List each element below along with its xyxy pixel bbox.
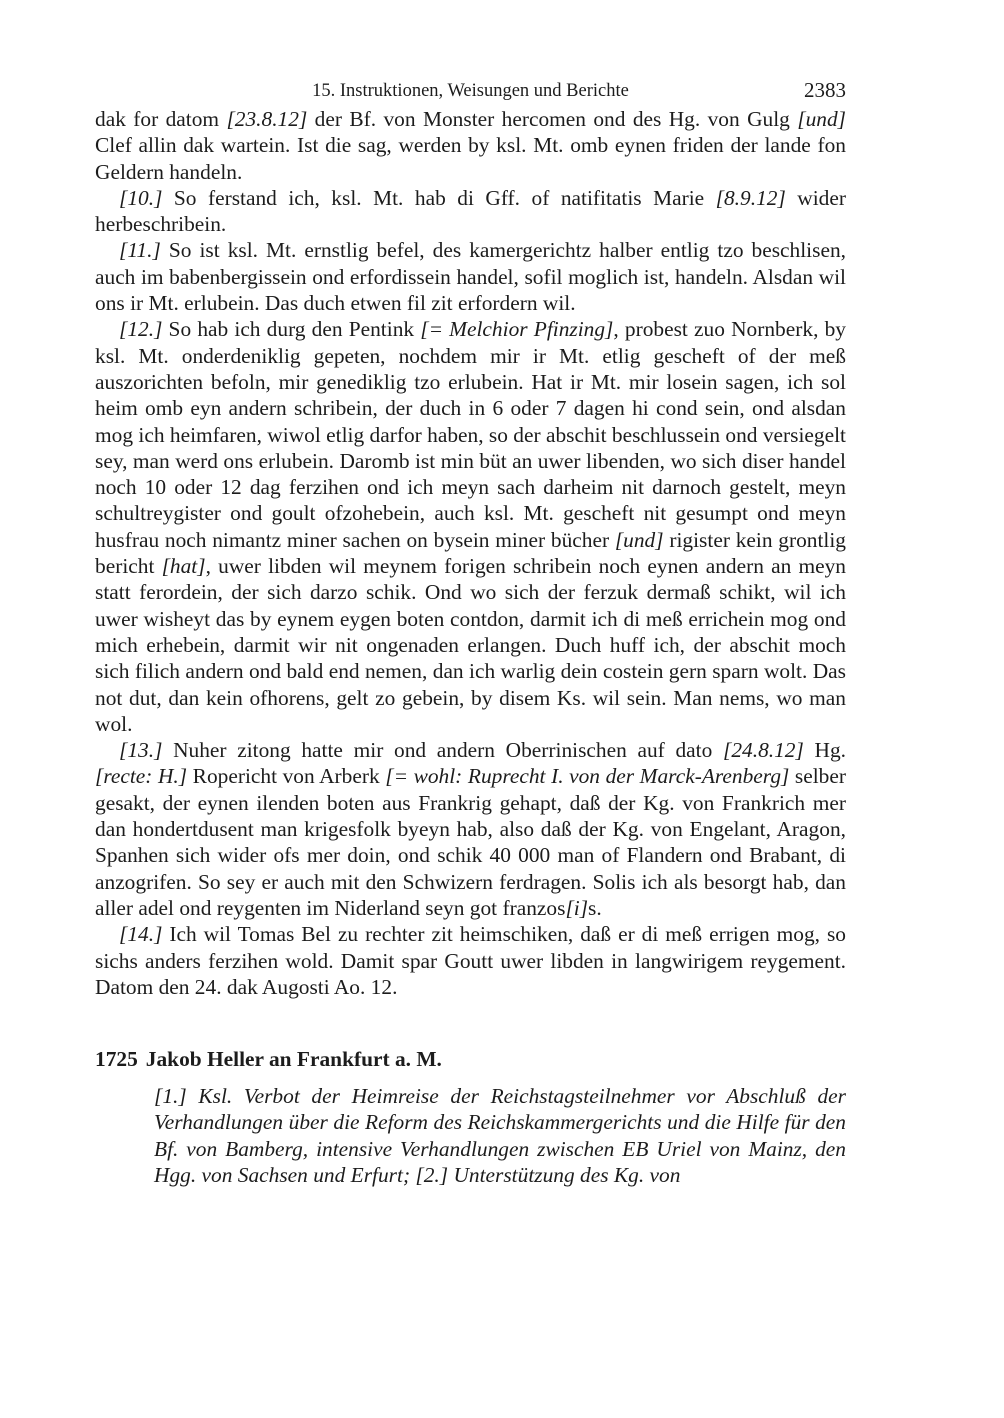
- paragraph-text: So ist ksl. Mt. ernstlig befel, des kamergerichtz halber entlig tzo beschlisen, auch im babenbergissein ond erfordissein handel, sofil moglich ist, handeln. Alsdan wil ons ir Mt. erlubein. Das duch etwen fil zit erfordern wil.: [95, 238, 846, 316]
- running-head: [95, 78, 846, 108]
- document-heading: [95, 1046, 846, 1072]
- body-paragraph: [95, 921, 846, 1000]
- paragraph-text: der Bf. von Monster hercomen ond des Hg. von Gulg: [307, 107, 798, 131]
- paragraph-text: s.: [588, 895, 602, 920]
- body-paragraph: [95, 316, 846, 737]
- body-paragraph: [95, 106, 846, 185]
- paragraph-text: rigister kein grontlig bericht: [95, 527, 847, 579]
- paragraph-text: Ropericht von Arberk: [187, 764, 386, 789]
- paragraph-text: wider herbeschribein.: [95, 185, 846, 237]
- editorial-note: [und]: [614, 527, 664, 552]
- page-number: 2383: [804, 78, 846, 102]
- paragraph-text: Ich wil Tomas Bel zu rechter zit heimschiken, daß er di meß errigen mog, so sichs anders ferzihen wold. Damit spar Goutt uwer libden in langwirigem reygement. Datom den 24. dak Augosti Ao. 12.: [95, 922, 846, 999]
- document-number: 1725: [95, 1047, 138, 1072]
- document-page: [95, 78, 846, 1188]
- editorial-note: [23.8.12]: [226, 107, 308, 131]
- editorial-note: [= Melchior Pfinzing]: [420, 317, 614, 342]
- body-paragraph: [95, 185, 846, 238]
- letter-body: [95, 106, 846, 1000]
- paragraph-text: dak for datom: [95, 107, 227, 131]
- editorial-note: [14.]: [119, 922, 163, 947]
- paragraph-text: Nuher zitong hatte mir ond andern Oberrinischen auf dato: [162, 738, 723, 763]
- paragraph-text: , probest zuo Nornberk, by ksl. Mt. onderdeniklig gepeten, nochdem mir ir Mt. etlig gescheft of der meß auszorichten befoln, mir genediklig tzo erlubein. Hat ir Mt. mir losein sagen, ich sol heim omb eyn andern schribein, der duch in 6 oder 7 dagen hi cond sein, ond alsdan mog ich heimfaren, wiwol etlig darfor haben, so der abschit beschlussein ond versiegelt sey, man werd ons erlubein. Daromb ist min büt an uwer libenden, wo sich diser handel noch 10 oder 12 dag ferzihen ond ich meyn sach darheim nit darnoch gestelt, meyn schultreygister ond goult ofzohebein, auch ksl. Mt. gescheft nit gesumpt ond meyn husfrau noch nimantz miner sachen on bysein miner bücher: [95, 317, 846, 552]
- editorial-note: [und]: [797, 107, 846, 131]
- editorial-note: [= wohl: Ruprecht I. von der Marck-Arenberg]: [385, 764, 790, 789]
- document-title: Jakob Heller an Frankfurt a. M.: [145, 1047, 442, 1072]
- editorial-note: [11.]: [119, 238, 161, 263]
- editorial-note: [recte: H.]: [95, 764, 188, 789]
- body-paragraph: [95, 237, 846, 316]
- paragraph-text: , uwer libden wil meynem forigen schribein noch eynen andern an meyn statt ferordein, der sich darzo schik. Ond wo sich der ferzuk dermaß schikt, wil ich uwer wisheyt das by eynem eygen boten contdon, darmit ich di meß errichein mog ond mich erhebein, darmit wir nit ongenaden erlangen. Duch huff ich, der abschit moch sich filich andern ond bald end nemen, dan ich warlig dein costein gern sparn wolt. Das not dut, dan kein ofhorens, gelt zo gebein, by disem Ks. wil sein. Man nems, wo man wol.: [95, 554, 846, 736]
- paragraph-text: So hab ich durg den Pentink: [162, 317, 421, 342]
- body-paragraph: [95, 737, 846, 921]
- editorial-note: [8.9.12]: [715, 185, 786, 210]
- editorial-note: [i]: [565, 895, 589, 920]
- editorial-note: [hat]: [161, 554, 206, 579]
- editorial-note: [12.]: [119, 317, 163, 342]
- document-regest: [1.] Ksl. Verbot der Heimreise der Reichstagsteilnehmer vor Abschluß der Verhandlungen über die Reform des Reichskammergerichts und die Hilfe für den Bf. von Bamberg, intensive Verhandlungen zwischen EB Uriel von Mainz, den Hgg. von Sachsen und Erfurt; [2.] Unterstützung des Kg. von: [154, 1084, 846, 1187]
- paragraph-text: selber gesakt, der eynen ilenden boten aus Frankrig gehapt, daß der Kg. von Frankrich mer dan hondertdusent man krigesfolk byeyn hab, also daß der Kg. von Engelant, Aragon, Spanhen sich wider ofs mer doin, ond schik 40 000 man of Flandern ond Brabant, di anzogrifen. So sey er auch mit den Schwizern ferdragen. Solis ich als besorgt hab, dan aller adel ond reygenten im Niderland seyn got franzos: [95, 764, 846, 920]
- editorial-note: [24.8.12]: [723, 738, 804, 763]
- editorial-note: [13.]: [119, 738, 163, 763]
- editorial-note: [10.]: [119, 185, 163, 210]
- paragraph-text: Clef allin dak wartein. Ist die sag, werden by ksl. Mt. omb eynen friden der lande fon Geldern handeln.: [95, 133, 846, 184]
- paragraph-text: Hg.: [803, 738, 847, 763]
- running-title: 15. Instruktionen, Weisungen und Berichte: [312, 81, 629, 101]
- paragraph-text: So ferstand ich, ksl. Mt. hab di Gff. of natifitatis Marie: [162, 185, 716, 210]
